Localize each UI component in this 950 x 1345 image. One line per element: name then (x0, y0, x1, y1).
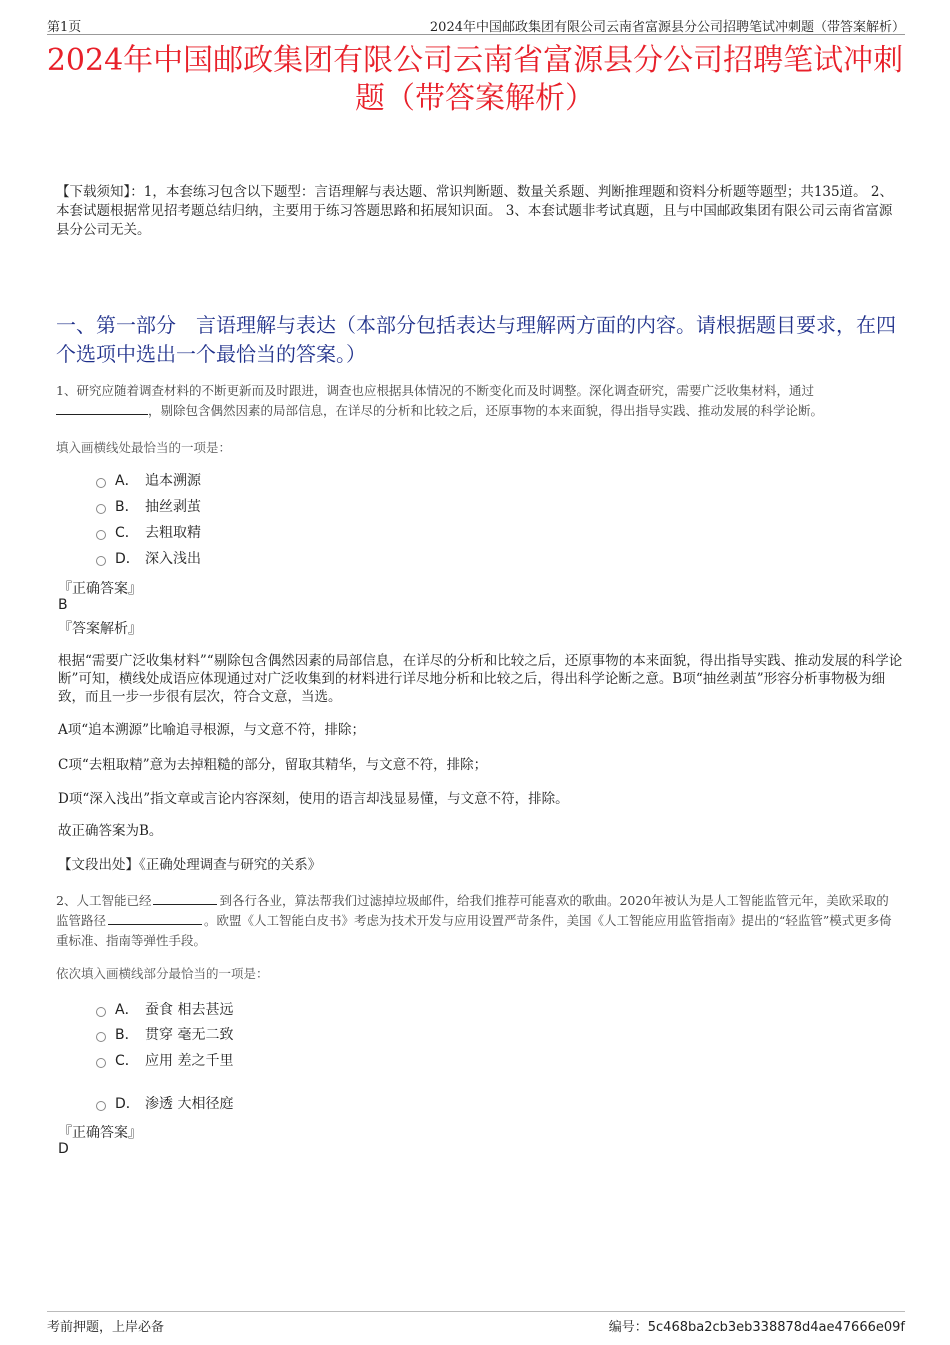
radio-icon[interactable] (96, 1032, 106, 1042)
q2-option-d[interactable]: D． 渗透 大相径庭 (96, 1093, 233, 1113)
q2-stem (56, 891, 901, 951)
q1-answer-label: 『正确答案』 (58, 581, 142, 597)
q1-analysis-c: C项“去粗取精”意为去掉粗糙的部分，留取其精华，与文意不符，排除； (58, 757, 488, 773)
header-doc-title: 2024年中国邮政集团有限公司云南省富源县分公司招聘笔试冲刺题（带答案解析） (429, 20, 905, 35)
radio-icon[interactable] (96, 1007, 106, 1017)
q1-analysis-label: 『答案解析』 (58, 621, 142, 637)
page-number: 第1页 (47, 20, 82, 35)
q1-analysis-a: A项“追本溯源”比喻追寻根源，与文意不符，排除； (58, 722, 366, 738)
footer-code: 编号：5c468ba2cb3eb338878d4ae47666e09f (608, 1320, 905, 1335)
download-notice: 【下载须知】：1，本套练习包含以下题型：言语理解与表达题、常识判断题、数量关系题、判断推理题和资料分析题等题型；共135道。 2、本套试题根据常见招考题总结归纳，主要用于练习答题思路和拓展知识面。 3、本套试题非考试真题，且与中国邮政集团有限公司云南省富源县分公司无关。 (56, 184, 893, 238)
q1-option-a[interactable]: A． 追本溯源 (96, 470, 201, 490)
q1-stem-part-2: ，剔除包含偶然因素的局部信息，在详尽的分析和比较之后，还原事物的本来面貌，得出指导实践、推动发展的科学论断。 (148, 403, 824, 418)
radio-icon[interactable] (96, 504, 106, 514)
q1-stem-part-1: 1、研究应随着调查材料的不断更新而及时跟进，调查也应根据具体情况的不断变化而及时调整。深化调查研究，需要广泛收集材料，通过 (56, 383, 814, 398)
q2-prompt: 依次填入画横线部分最恰当的一项是： (56, 966, 269, 981)
q1-blank (56, 402, 148, 415)
q1-option-b[interactable]: B． 抽丝剥茧 (96, 496, 201, 516)
q1-source: 【文段出处】《正确处理调查与研究的关系》 (58, 857, 322, 873)
q1-analysis: 根据“需要广泛收集材料”“剔除包含偶然因素的局部信息，在详尽的分析和比较之后，还原事物的本来面貌，得出指导实践、推动发展的科学论断”可知，横线处成语应体现通过对广泛收集到的材料进行详尽地分析和比较之后，得出科学论断之意。B项“抽丝剥茧”形容分析事物极为细致，而且一步一步很有层次，符合文意，当选。 (58, 653, 903, 705)
q2-blank-1 (153, 892, 217, 905)
q2-stem-part-1: 2、人工智能已经 (56, 893, 152, 908)
page-header (47, 14, 905, 35)
q2-answer-label: 『正确答案』 (58, 1125, 142, 1141)
q1-stem (56, 381, 901, 421)
q2-option-c[interactable]: C． 应用 差之千里 (96, 1050, 233, 1070)
q1-prompt: 填入画横线处最恰当的一项是： (56, 440, 232, 455)
radio-icon[interactable] (96, 556, 106, 566)
section-title: 一、第一部分 言语理解与表达（本部分包括表达与理解两方面的内容。请根据题目要求，在四个选项中选出一个最恰当的答案。） (56, 313, 896, 366)
q1-option-d[interactable]: D． 深入浅出 (96, 548, 201, 568)
q1-answer: B (58, 597, 68, 613)
document-title: 2024年中国邮政集团有限公司云南省富源县分公司招聘笔试冲刺题（带答案解析） (46, 43, 904, 116)
radio-icon[interactable] (96, 478, 106, 488)
radio-icon[interactable] (96, 530, 106, 540)
q2-blank-2 (108, 912, 202, 925)
q2-option-a[interactable]: A． 蚕食 相去甚远 (96, 999, 233, 1019)
q2-option-b[interactable]: B． 贯穿 毫无二致 (96, 1024, 233, 1044)
q2-stem-part-2: 到各行各业，算法帮我们过滤掉垃圾邮件，给我们推荐可能喜欢的歌曲。2020年被认为是人工智能监管元年，美欧采取的监管路径 (56, 893, 889, 928)
radio-icon[interactable] (96, 1058, 106, 1068)
q2-answer: D (58, 1141, 69, 1157)
page-footer (47, 1311, 905, 1336)
q1-conclusion: 故正确答案为B。 (58, 823, 163, 839)
q2-stem-part-3: 。欧盟《人工智能白皮书》考虑为技术开发与应用设置严苛条件，美国《人工智能应用监管指南》提出的“轻监管”模式更多倚重标准、指南等弹性手段。 (56, 913, 892, 948)
footer-slogan: 考前押题，上岸必备 (47, 1320, 165, 1335)
q1-analysis-d: D项“深入浅出”指文章或言论内容深刻，使用的语言却浅显易懂，与文意不符，排除。 (58, 791, 569, 807)
radio-icon[interactable] (96, 1101, 106, 1111)
q1-option-c[interactable]: C． 去粗取精 (96, 522, 201, 542)
